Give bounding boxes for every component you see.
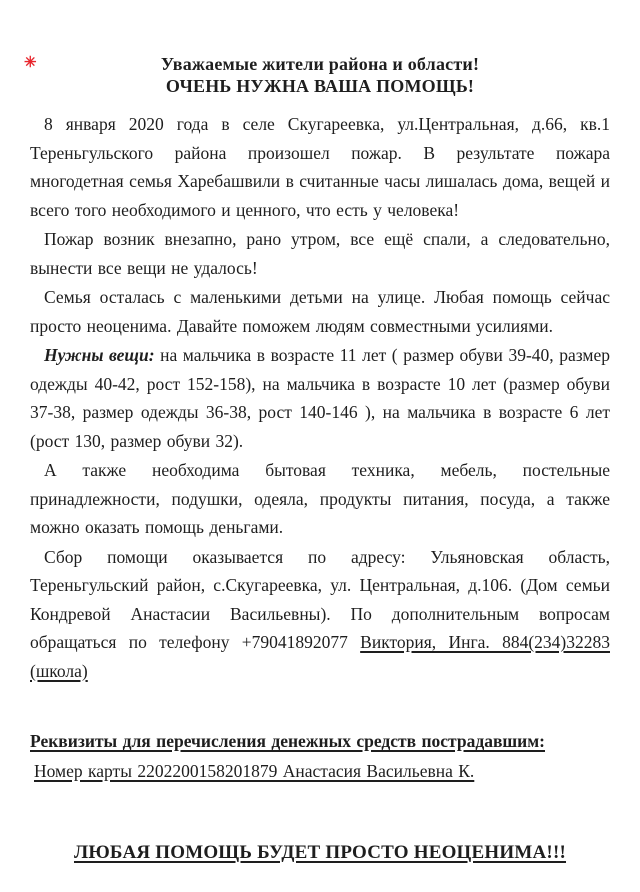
footer-appeal-text: ЛЮБАЯ ПОМОЩЬ БУДЕТ ПРОСТО НЕОЦЕНИМА!!!	[73, 842, 567, 863]
document-body	[30, 110, 610, 865]
contact-phones-underlined: Виктория, Инга. 884(234)32283 (школа)	[30, 632, 610, 681]
title-line-2: ОЧЕНЬ НУЖНА ВАША ПОМОЩЬ!	[165, 75, 475, 96]
title-line-1: Уважаемые жители района и области!	[160, 54, 480, 74]
footer-appeal	[30, 841, 610, 865]
paragraph-family-street: Семья осталась с маленькими детьми на улице. Любая помощь сейчас просто неоценима. Давайте поможем людям совместными усилиями.	[30, 287, 610, 336]
requisites-section	[30, 727, 610, 785]
document-page	[0, 54, 640, 892]
requisites-heading: Реквизиты для перечисления денежных средств пострадавшим:	[30, 731, 545, 751]
red-stamp-icon: ✳	[24, 55, 37, 71]
card-number-line: Номер карты 2202200158201879 Анастасия Васильевна К.	[34, 760, 475, 781]
needed-items-label: Нужны вещи:	[44, 345, 155, 365]
paragraph-fire-event: 8 января 2020 года в селе Скугареевка, ул.Центральная, д.66, кв.1 Тереньгульского района произошел пожар. В результате пожара многодетная семья Харебашвили в считанные часы лишалась дома, вещей и всего того необходимого и ценного, что есть у человека!	[30, 114, 610, 220]
document-title	[0, 54, 640, 97]
needed-items-details: на мальчика в возрасте 11 лет ( размер обуви 39-40, размер одежды 40-42, рост 152-158), на мальчика в возрасте 10 лет (размер обуви 37-38, размер одежды 36-38, рост 140-146 ), на мальчика в возрасте 6 лет (рост 130, размер обуви 32).	[30, 345, 610, 451]
paragraph-fire-sudden: Пожар возник внезапно, рано утром, все ещё спали, а следовательно, вынести все вещи не удалось!	[30, 229, 610, 278]
paragraph-household-items: А также необходима бытовая техника, мебель, постельные принадлежности, подушки, одеяла, продукты питания, посуда, а также можно оказать помощь деньгами.	[30, 460, 610, 537]
paragraph-collection-address	[30, 543, 610, 686]
paragraph-needed-items	[30, 341, 610, 455]
collection-address-text: Сбор помощи оказывается по адресу: Ульяновская область, Тереньгульский район, с.Скугареевка, ул. Центральная, д.106. (Дом семьи Кондревой Анастасии Васильевны). По дополнительным вопросам обращаться по телефону +79041892077	[30, 546, 610, 652]
